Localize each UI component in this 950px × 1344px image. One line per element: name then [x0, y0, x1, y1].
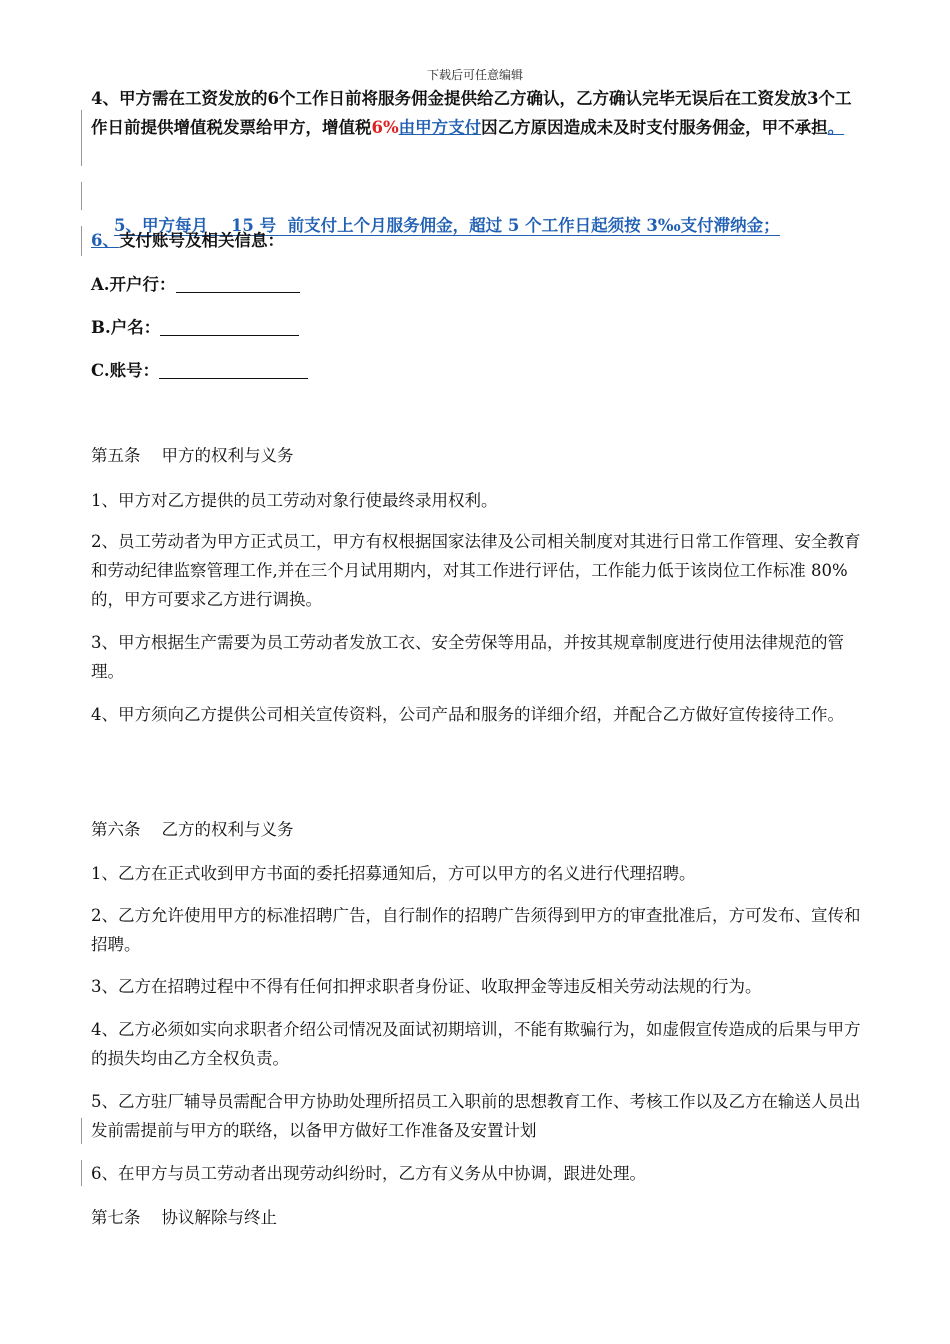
article-6-title: 第六条 乙方的权利与义务	[91, 820, 294, 839]
field-account	[91, 356, 308, 385]
article-6-item-5: 5、乙方驻厂辅导员需配合甲方协助处理所招员工入职前的思想教育工作、考核工作以及乙方在输送人员出发前需提前与甲方的联络，以备甲方做好工作准备及安置计划	[91, 1092, 861, 1140]
article-7-title: 第七条 协议解除与终止	[91, 1208, 277, 1227]
field-bank-blank[interactable]	[176, 276, 300, 293]
change-bar	[81, 110, 82, 166]
change-bar	[81, 226, 82, 256]
article-5-item-2: 2、员工劳动者为甲方正式员工，甲方有权根据国家法律及公司相关制度对其进行日常工作管理、安全教育和劳动纪律监察管理工作,并在三个月试用期内，对其工作进行评估，工作能力低于该岗位工作标准 80%的，甲方可要求乙方进行调换。	[91, 532, 861, 609]
clause-6	[91, 226, 866, 255]
clause-4-mid1: 个工作日前将服务佣金提供给乙方确认，乙方确认完毕无误后在工资发放	[278, 89, 807, 108]
change-bar	[81, 1118, 82, 1144]
article-5-item-1: 1、甲方对乙方提供的员工劳动对象行使最终录用权利。	[91, 491, 498, 510]
article-6-item-6: 6、在甲方与员工劳动者出现劳动纠纷时，乙方有义务从中协调，跟进处理。	[91, 1164, 646, 1183]
article-6-item-1: 1、乙方在正式收到甲方书面的委托招募通知后，方可以甲方的名义进行代理招聘。	[91, 864, 696, 883]
article-5-title: 第五条 甲方的权利与义务	[91, 446, 294, 465]
clause-6-num: 6、	[91, 231, 119, 250]
field-name-label: B.户名：	[91, 318, 161, 337]
field-name-blank[interactable]	[160, 319, 299, 336]
change-bar	[81, 1160, 82, 1186]
clause-4-prefix: 4、甲方需在工资发放的	[91, 89, 268, 108]
article-6-item-4: 4、乙方必须如实向求职者介绍公司情况及面试初期培训，不能有欺骗行为，如虚假宣传造成的后果与甲方的损失均由乙方全权负责。	[91, 1020, 861, 1068]
field-account-label: C.账号：	[91, 361, 160, 380]
field-bank-label: A.开户行：	[91, 275, 176, 294]
clause-4-rest: 因乙方原因造成未及时支付服务佣金，甲不承担	[481, 118, 828, 137]
clause-4-n1: 6	[267, 89, 279, 108]
field-name	[91, 313, 299, 342]
payer-note: 由甲方支付	[398, 118, 482, 137]
clause-4-mid2: 个工作日前提供增值税发票给甲方，增值税	[91, 89, 852, 137]
clause-6-text: 支付账号及相关信息：	[118, 231, 284, 250]
article-5-item-4: 4、甲方须向乙方提供公司相关宣传资料，公司产品和服务的详细介绍，并配合乙方做好宣传接待工作。	[91, 705, 844, 724]
article-5-item-3: 3、甲方根据生产需要为员工劳动者发放工衣、安全劳保等用品，并按其规章制度进行使用法律规范的管理。	[91, 633, 844, 681]
header-note: 下载后可任意编辑	[426, 68, 523, 82]
clause-4	[91, 84, 866, 142]
article-6-item-3: 3、乙方在招聘过程中不得有任何扣押求职者身份证、收取押金等违反相关劳动法规的行为。	[91, 977, 762, 996]
vat-rate: 6%	[371, 118, 399, 137]
field-bank	[91, 270, 300, 299]
clause-4-tail: 。	[827, 118, 845, 137]
change-bar	[81, 182, 82, 210]
field-account-blank[interactable]	[159, 362, 308, 379]
article-6-item-2: 2、乙方允许使用甲方的标准招聘广告，自行制作的招聘广告须得到甲方的审查批准后，方可发布、宣传和招聘。	[91, 906, 861, 954]
clause-5-text: 5、甲方每月 15 号 前支付上个月服务佣金，超过 5 个工作日起须按 3‰支付滞纳金；	[113, 216, 780, 235]
clause-4-n2: 3	[806, 89, 819, 108]
